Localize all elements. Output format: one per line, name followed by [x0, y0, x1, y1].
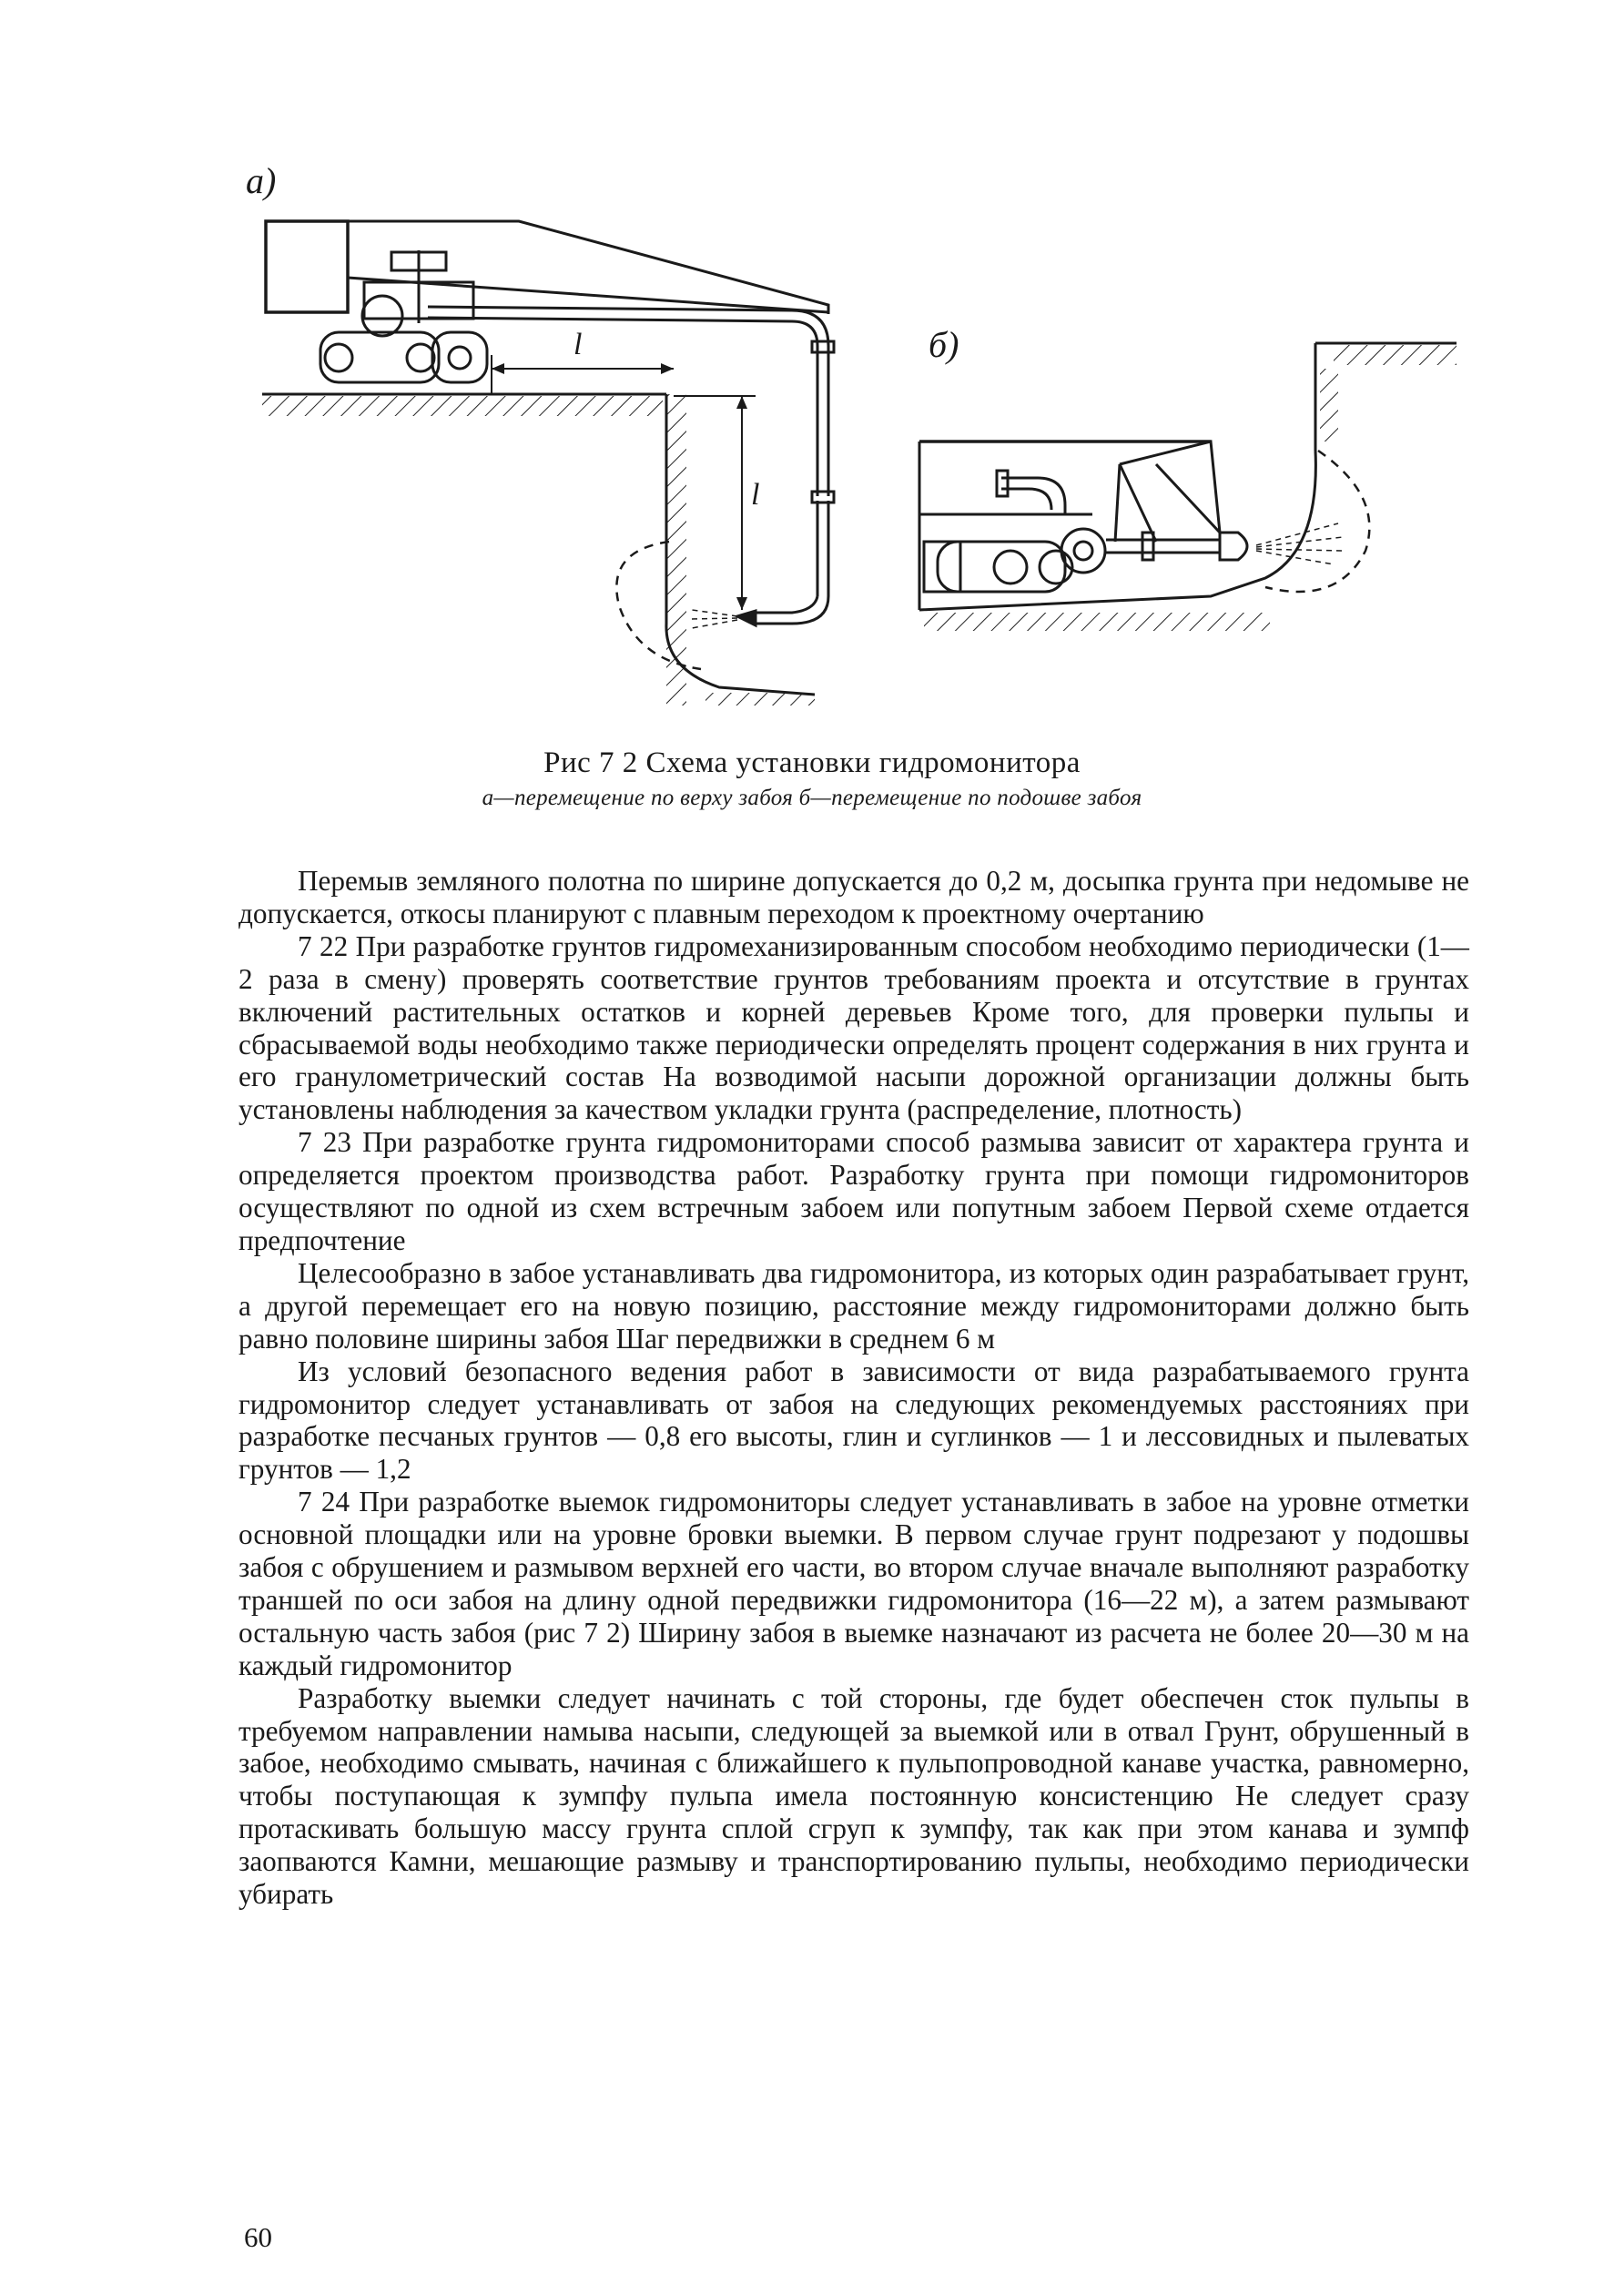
dimension-l-vertical: l: [751, 478, 760, 512]
dimension-l-horizontal: l: [573, 328, 583, 361]
page-number: 60: [244, 2221, 272, 2253]
paragraph: Из условий безопасного ведения работ в зависимости от вида разрабатываемого грунта гидромонитор следует устанавливать от забоя на следующих рекомендуемых расстояниях при разработке песчаных грунтов — 0,8 его высоты, глин и суглинков — 1 и лессовидных и пылеватых грунтов — 1,2: [239, 1355, 1469, 1486]
paragraph: 7 24 При разработке выемок гидромониторы следует устанавливать в забое на уровне отметки основной площадки или на уровне бровки выемки. В первом случае грунт подрезают у подошвы забоя с обрушением и размывом верхней его части, во втором случае вначале выполняют разработку траншей по оси забоя на длину одной передвижки гидромонитора (16—22 м), а затем размывают остальную часть забоя (рис 7 2) Ширину забоя в выемке назначают из расчета не более 20—30 м на каждый гидромонитор: [239, 1486, 1469, 1681]
figure-caption: [0, 746, 1624, 811]
panel-a-label: а): [246, 160, 277, 201]
panel-a-drawing: [262, 221, 834, 706]
figure-7-2: [246, 150, 1484, 706]
caption-subtitle: а—перемещение по верху забоя б—перемещение по подошве забоя: [482, 786, 1142, 810]
paragraph: Разработку выемки следует начинать с той стороны, где будет обеспечен сток пульпы в требуемом направлении намыва насыпи, следующей за выемкой или в отвал Грунт, обрушенный в забое, необходимо смывать, начиная с ближайшего к пульпопроводной канаве участка, равномерно, чтобы поступающая к зумпфу пульпа имела постоянную консистенцию Не следует сразу протаскивать большую массу грунта сплой сгруп к зумпфу, так как при этом канава и зумпф заопваются Камни, мешающие размыву и транспортированию пульпы, необходимо периодически убирать: [239, 1681, 1469, 1911]
panel-b-label: б): [929, 324, 959, 365]
caption-title: Рис 7 2 Схема установки гидромонитора: [543, 746, 1081, 779]
paragraph: Перемыв земляного полотна по ширине допускается до 0,2 м, досыпка грунта при недомыве не допускается, откосы планируют с плавным переходом к проектному очертанию: [239, 865, 1469, 929]
hydromonitor-scheme-drawing: [246, 150, 1484, 706]
body-text: [239, 865, 1469, 1911]
paragraph: Целесообразно в забое устанавливать два гидромонитора, из которых один разрабатывает грунт, а другой перемещает его на новую позицию, расстояние между гидромониторами должно быть равно половине ширины забоя Шаг передвижки в среднем 6 м: [239, 1256, 1469, 1355]
paragraph: 7 23 При разработке грунта гидромониторами способ размыва зависит от характера грунта и определяется проектом производства работ. Разработку грунта при помощи гидромониторов осуществляют по одной из схем встречным забоем или попутным забоем Первой схеме отдается предпочтение: [239, 1126, 1469, 1256]
panel-b-drawing: [919, 343, 1457, 631]
paragraph: 7 22 При разработке грунтов гидромеханизированным способом необходимо периодически (1—2 раза в смену) проверять соответствие грунтов требованиям проекта и отсутствие в грунтах включений растительных остатков и корней деревьев Кроме того, для проверки пульпы и сбрасываемой воды необходимо также периодически определять процент содержания в них грунта и его гранулометрический состав На возводимой насыпи дорожной организации должны быть установлены наблюдения за качеством укладки грунта (распределение, плотность): [239, 929, 1469, 1126]
